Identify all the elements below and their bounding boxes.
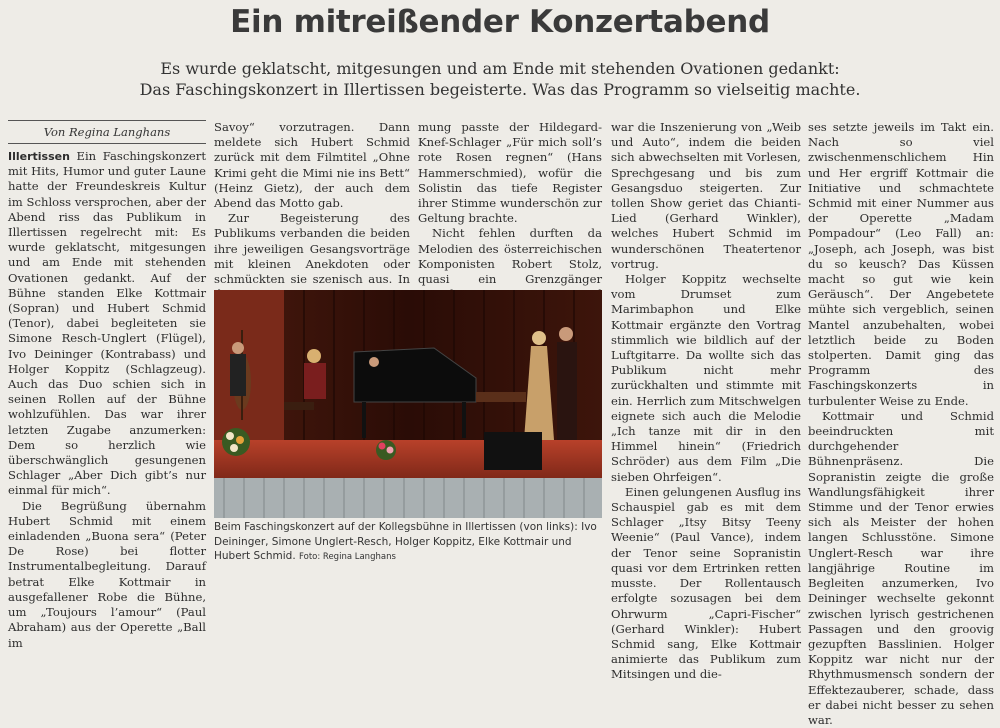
paragraph: war die Inszenierung von „Weib und Auto“, indem die beiden sich abwechselten mit Vorlesen, Sprechgesang und bis zum Gesangsduo steigerten. Zur tollen Show geriet das Chianti-Lied (Gerhard Winkler), welches Hubert Schmid im wunderschönen Theatertenor vortrug. [611, 120, 801, 271]
tenor-body [557, 342, 577, 440]
paragraph: Zur Begeisterung des Publikums verbanden die beiden ihre jeweiligen Gesangsvorträge mit kleinen Anekdoten oder schmückten sie szenisch aus. In [214, 211, 410, 287]
drummer-head [369, 357, 379, 367]
byline: Von Regina Langhans [8, 120, 206, 144]
headline: Ein mitreißender Konzertabend [230, 4, 770, 40]
article-column-4 [611, 120, 801, 683]
marimba [476, 392, 526, 402]
paragraph: Savoy“ vorzutragen. Dann meldete sich Hubert Schmid zurück mit dem Filmtitel „Ohne Krimi geht die Mimi nie ins Bett“ (Heinz Gietz), der auch dem Abend das Motto gab. [214, 120, 410, 211]
soprano-head [532, 331, 546, 345]
stage-speaker [484, 432, 542, 470]
paragraph [8, 149, 206, 499]
caption-text: Beim Faschingskonzert auf der Kollegsbühne in Illertissen (von links): Ivo Deininger, Simone Unglert-Resch, Holger Koppitz, Elke Kottmair und Hubert Schmid. [214, 521, 597, 562]
subheadline-line-1: Es wurde geklatscht, mitgesungen und am Ende mit stehenden Ovationen gedankt: [160, 59, 840, 78]
stage-floor [214, 440, 602, 482]
article-column-1 [8, 149, 206, 651]
article-column-2 [214, 120, 410, 302]
paragraph: Kottmair und Schmid beeindruckten mit durchgehender Bühnenpräsenz. Die Sopranistin zeigte die große Wandlungsfähigkeit ihrer Stimme und der Tenor erwies sich als Meister der hohen langen Schlusstöne. Simone Unglert-Resch war ihre langjährige Routine im Begleiten anzumerken, Ivo Deininger wechselte gekonnt zwischen lyrisch gestrichenen Passagen und den groovig gezupften Basslinien. Holger Koppitz war nicht nur der Rhythmusmensch sondern der Effektezauberer, schade, dass er dabei nicht besser zu sehen war. [808, 408, 994, 727]
concert-photo [214, 290, 602, 518]
paragraph: Nicht fehlen durften da Melodien des österreichischen Komponisten Robert Stolz, quasi ein Grenzgänger [418, 226, 602, 287]
subheadline-line-2: Das Faschingskonzert in Illertissen begeisterte. Was das Programm so vielseitig machte. [139, 80, 861, 99]
bassist-body [230, 354, 246, 396]
bassist-head [232, 342, 244, 354]
paragraph-text: Ein Faschingskonzert mit Hits, Humor und guter Laune hatte der Freundeskreis Kultur im Schloss versprochen, aber der Abend riss das Publikum in Illertissen regelrecht mit: Es wurde geklatscht, mitgesungen und am Ende mit stehenden Ovationen gedankt. Auf der Bühne standen Elke Kottmair (Sopran) und Hubert Schmid (Tenor), dabei begleiteten sie Simone Resch-Unglert (Flügel), Ivo Deininger (Kontrabass) und Holger Koppitz (Schlagzeug). Auch das Duo schien sich in seinen Rollen auf der Bühne wohlzufühlen. Das war ihrer letzten Zugabe anzumerken: Dem so herzlich wie überschwänglich gesungenen Schlager „Aber Dich gibt’s nur einmal für mich“. [8, 149, 206, 498]
tenor-head [559, 327, 573, 341]
photo-caption [214, 520, 604, 565]
pianist-body [304, 363, 326, 399]
paragraph: mung passte der Hildegard-Knef-Schlager „Für mich soll’s rote Rosen regnen“ (Hans Hammerschmied), wofür die Solistin das tiefe Register ihrer Stimme wunderschön zur Geltung brachte. [418, 120, 602, 226]
paragraph: Holger Koppitz wechselte vom Drumset zum Marimbaphon und Elke Kottmair ergänzte den Vortrag stimmlich wie bildlich auf der Luftgitarre. Da wollte sich das Publikum nicht mehr zurückhalten und stimmte mit ein. Herrlich zum Mitschwelgen eignete sich auch die Melodie „Ich tanze mit dir in den Himmel hinein“ (Friedrich Schröder) aus dem Film „Die sieben Ohrfeigen“. [611, 272, 801, 484]
paragraph: Die Begrüßung übernahm Hubert Schmid mit einem einladenden „Buona sera“ (Peter De Rose) bei flotter Instrumentalbegleitung. Darauf betrat Elke Kottmair in ausgefallener Robe die Bühne, um „Toujours l’amour“ (Paul Abraham) aus der Operette „Ball im [8, 498, 206, 650]
pianist-head [307, 349, 321, 363]
article-column-5 [808, 120, 994, 728]
photo-credit: Foto: Regina Langhans [299, 552, 396, 562]
paragraph: Einen gelungenen Ausflug ins Schauspiel gab es mit dem Schlager „Itsy Bitsy Teeny Weenie“ (Paul Vance), indem der Tenor seine Sopranistin quasi vor dem Ertrinken retten musste. Der Rollentausch erfolgte sozusagen bei dem Ohrwurm „Capri-Fischer“ (Gerhard Winkler): Hubert Schmid sang, Elke Kottmair animierte das Publikum zum Mitsingen und die- [611, 484, 801, 682]
dateline-place: Illertissen [8, 150, 70, 163]
article-column-3 [418, 120, 602, 318]
subheadline [60, 58, 940, 100]
concert-stage-illustration [214, 290, 602, 518]
flower-bouquet [222, 428, 250, 456]
paragraph: ses setzte jeweils im Takt ein. Nach so viel zwischenmenschlichem Hin und Her ergriff Kottmair die Initiative und schmachtete Schmid mit einer Nummer aus der Operette „Madam Pompadour“ (Leo Fall) an: „Joseph, ach Joseph, was bist du so keusch? Das Küssen macht so gut wie kein Geräusch“. Der Angebetete mühte sich vergeblich, seinen Mantel anzubehalten, wobei letztlich beide zu Boden stolperten. Damit ging das Programm des Faschingskonzerts in turbulenter Weise zu Ende. [808, 120, 994, 408]
